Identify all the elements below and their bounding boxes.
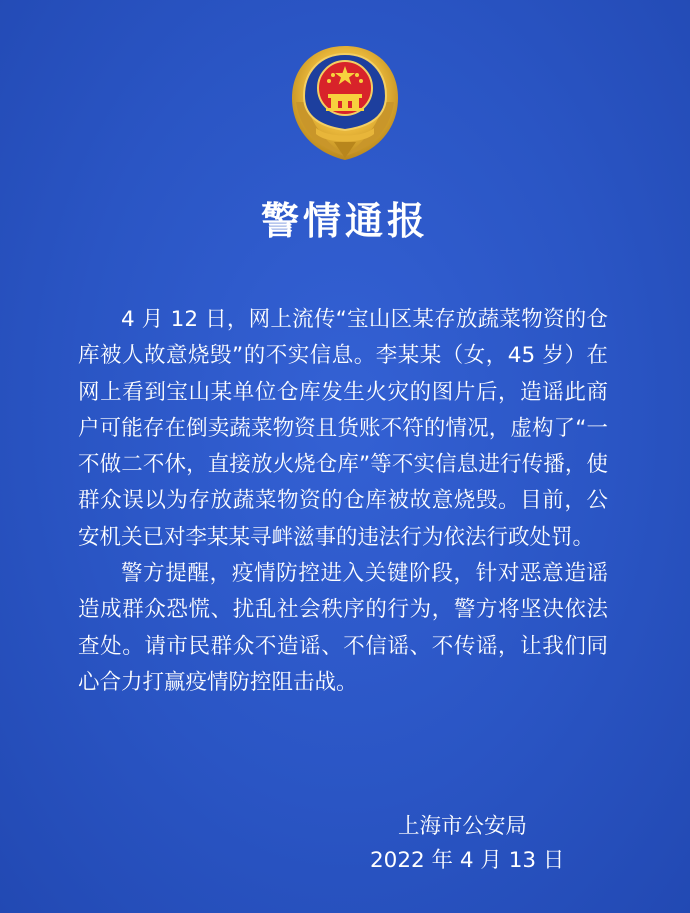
issue-date: 2022 年 4 月 13 日 <box>370 848 565 873</box>
police-emblem-icon <box>282 42 408 168</box>
paragraph-incident: 4 月 12 日，网上流传“宝山区某存放蔬菜物资的仓库被人故意烧毁”的不实信息。李某某（女，45 岁）在网上看到宝山某单位仓库发生火灾的图片后，造谣此商户可能存在倒卖蔬菜物资且货账不符的情况，虚构了“一不做二不休，直接放火烧仓库”等不实信息进行传播，使群众误以为存放蔬菜物资的仓库被故意烧毁。目前，公安机关已对李某某寻衅滋事的违法行为依法行政处罚。 <box>78 307 608 550</box>
page-title: 警情通报 <box>260 199 429 243</box>
issuer-name: 上海市公安局 <box>398 814 528 839</box>
notice-body <box>78 302 608 701</box>
paragraph-reminder: 警方提醒，疫情防控进入关键阶段，针对恶意造谣造成群众恐慌、扰乱社会秩序的行为，警方将坚决依法查处。请市民群众不造谣、不信谣、不传谣，让我们同心合力打赢疫情防控阻击战。 <box>78 561 608 695</box>
